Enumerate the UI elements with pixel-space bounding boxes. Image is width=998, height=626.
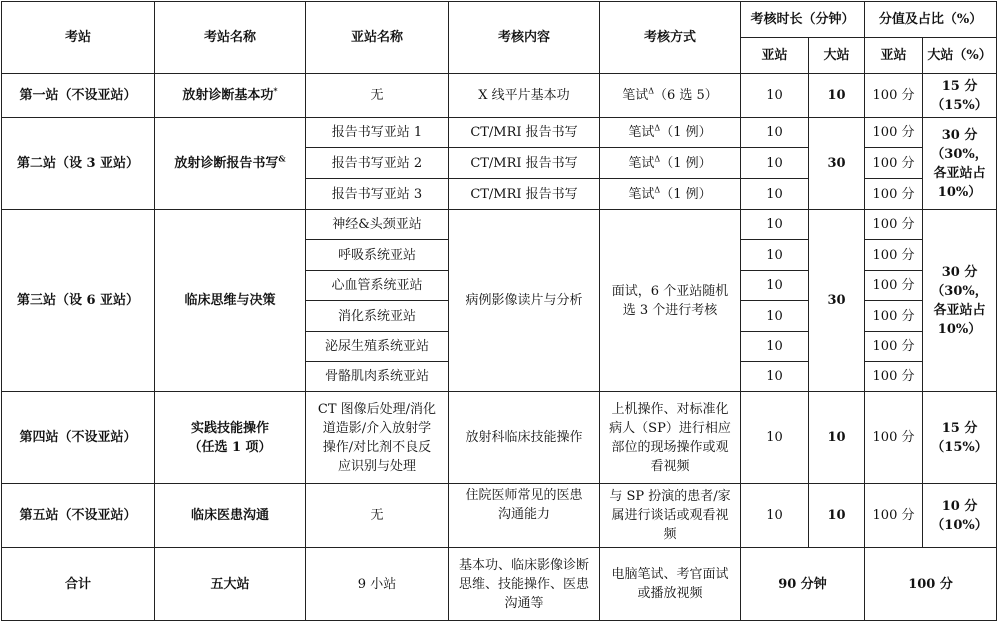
station-1-big-score: 15 分 （15%） xyxy=(923,74,997,118)
station-1-sub: 无 xyxy=(306,74,449,118)
total-method: 电脑笔试、考官面试 或播放视频 xyxy=(600,548,741,621)
station-3-label: 第三站（设 6 亚站） xyxy=(2,210,155,392)
header-score-big: 大站（%） xyxy=(923,38,997,74)
station-2-label: 第二站（设 3 亚站） xyxy=(2,118,155,210)
station-5-time: 10 xyxy=(741,484,809,548)
station-3-sub-1: 神经&头颈亚站 xyxy=(306,210,449,240)
total-name: 五大站 xyxy=(155,548,306,621)
station-4-content: 放射科临床技能操作 xyxy=(449,392,600,484)
station-3-big-score: 30 分 （30%， 各亚站占 10%） xyxy=(923,210,997,392)
station-5-score: 100 分 xyxy=(865,484,923,548)
station-2-method-2: 笔试$^\Delta$（1 例） xyxy=(600,148,741,179)
station-3-big-time: 30 xyxy=(809,210,865,392)
station-3-time-3: 10 xyxy=(741,271,809,301)
station-3-score-2: 100 分 xyxy=(865,240,923,271)
station-3-time-2: 10 xyxy=(741,240,809,271)
station-1-big-time: 10 xyxy=(809,74,865,118)
station-3-sub-6: 骨骼肌肉系统亚站 xyxy=(306,362,449,392)
station-4-name: 实践技能操作 （任选 1 项） xyxy=(155,392,306,484)
station-2-score-2: 100 分 xyxy=(865,148,923,179)
station-3-sub-2: 呼吸系统亚站 xyxy=(306,240,449,271)
total-score: 100 分 xyxy=(865,548,997,621)
header-content: 考核内容 xyxy=(449,2,600,74)
total-time: 90 分钟 xyxy=(741,548,865,621)
header-score: 分值及占比（%） xyxy=(865,2,997,38)
station-5-big-time: 10 xyxy=(809,484,865,548)
station-3-time-4: 10 xyxy=(741,301,809,332)
station-3-content: 病例影像读片与分析 xyxy=(449,210,600,392)
header-method: 考核方式 xyxy=(600,2,741,74)
station-5-content: 住院医师常见的医患 沟通能力 xyxy=(449,484,600,548)
station-2-content-2: CT/MRI 报告书写 xyxy=(449,148,600,179)
station-1-time: 10 xyxy=(741,74,809,118)
station-3-name: 临床思维与决策 xyxy=(155,210,306,392)
station-3-score-4: 100 分 xyxy=(865,301,923,332)
station-2-name: 放射诊断报告书写& xyxy=(155,118,306,210)
station-3-score-1: 100 分 xyxy=(865,210,923,240)
header-duration: 考核时长（分钟） xyxy=(741,2,865,38)
station-2-time-3: 10 xyxy=(741,179,809,210)
station-2-big-score: 30 分 （30%， 各亚站占 10%） xyxy=(923,118,997,210)
station-2-score-1: 100 分 xyxy=(865,118,923,148)
station-1-name: 放射诊断基本功* xyxy=(155,74,306,118)
station-1-score: 100 分 xyxy=(865,74,923,118)
station-5-label: 第五站（不设亚站） xyxy=(2,484,155,548)
station-2-time-2: 10 xyxy=(741,148,809,179)
station-3-method: 面试，6 个亚站随机 选 3 个进行考核 xyxy=(600,210,741,392)
station-1-method: 笔试$^\Delta$（6 选 5） xyxy=(600,74,741,118)
station-3-score-6: 100 分 xyxy=(865,362,923,392)
station-5-big-score: 10 分 （10%） xyxy=(923,484,997,548)
station-2-content-1: CT/MRI 报告书写 xyxy=(449,118,600,148)
station-2-sub-1: 报告书写亚站 1 xyxy=(306,118,449,148)
station-4-score: 100 分 xyxy=(865,392,923,484)
header-duration-big: 大站 xyxy=(809,38,865,74)
station-4-time: 10 xyxy=(741,392,809,484)
station-2-content-3: CT/MRI 报告书写 xyxy=(449,179,600,210)
station-3-time-5: 10 xyxy=(741,332,809,362)
station-4-big-time: 10 xyxy=(809,392,865,484)
station-3-time-6: 10 xyxy=(741,362,809,392)
station-1-label: 第一站（不设亚站） xyxy=(2,74,155,118)
header-sub-station-name: 亚站名称 xyxy=(306,2,449,74)
station-3-sub-5: 泌尿生殖系统亚站 xyxy=(306,332,449,362)
station-2-big-time: 30 xyxy=(809,118,865,210)
total-content: 基本功、临床影像诊断 思维、技能操作、医患 沟通等 xyxy=(449,548,600,621)
header-score-sub: 亚站 xyxy=(865,38,923,74)
station-3-score-3: 100 分 xyxy=(865,271,923,301)
station-2-sub-2: 报告书写亚站 2 xyxy=(306,148,449,179)
station-4-sub: CT 图像后处理/消化 道造影/介入放射学 操作/对比剂不良反 应识别与处理 xyxy=(306,392,449,484)
header-station-name: 考站名称 xyxy=(155,2,306,74)
total-sub: 9 小站 xyxy=(306,548,449,621)
station-2-score-3: 100 分 xyxy=(865,179,923,210)
station-4-method: 上机操作、对标准化 病人（SP）进行相应 部位的现场操作或观 看视频 xyxy=(600,392,741,484)
station-2-sub-3: 报告书写亚站 3 xyxy=(306,179,449,210)
station-3-sub-3: 心血管系统亚站 xyxy=(306,271,449,301)
station-1-content: X 线平片基本功 xyxy=(449,74,600,118)
station-3-time-1: 10 xyxy=(741,210,809,240)
station-4-label: 第四站（不设亚站） xyxy=(2,392,155,484)
exam-station-table xyxy=(1,1,997,621)
station-3-score-5: 100 分 xyxy=(865,332,923,362)
station-3-sub-4: 消化系统亚站 xyxy=(306,301,449,332)
total-label: 合计 xyxy=(2,548,155,621)
station-5-sub: 无 xyxy=(306,484,449,548)
header-duration-sub: 亚站 xyxy=(741,38,809,74)
station-2-method-3: 笔试$^\Delta$（1 例） xyxy=(600,179,741,210)
station-5-name: 临床医患沟通 xyxy=(155,484,306,548)
station-2-time-1: 10 xyxy=(741,118,809,148)
header-station: 考站 xyxy=(2,2,155,74)
station-2-method-1: 笔试$^\Delta$（1 例） xyxy=(600,118,741,148)
station-5-method: 与 SP 扮演的患者/家 属进行谈话或观看视 频 xyxy=(600,484,741,548)
station-4-big-score: 15 分 （15%） xyxy=(923,392,997,484)
